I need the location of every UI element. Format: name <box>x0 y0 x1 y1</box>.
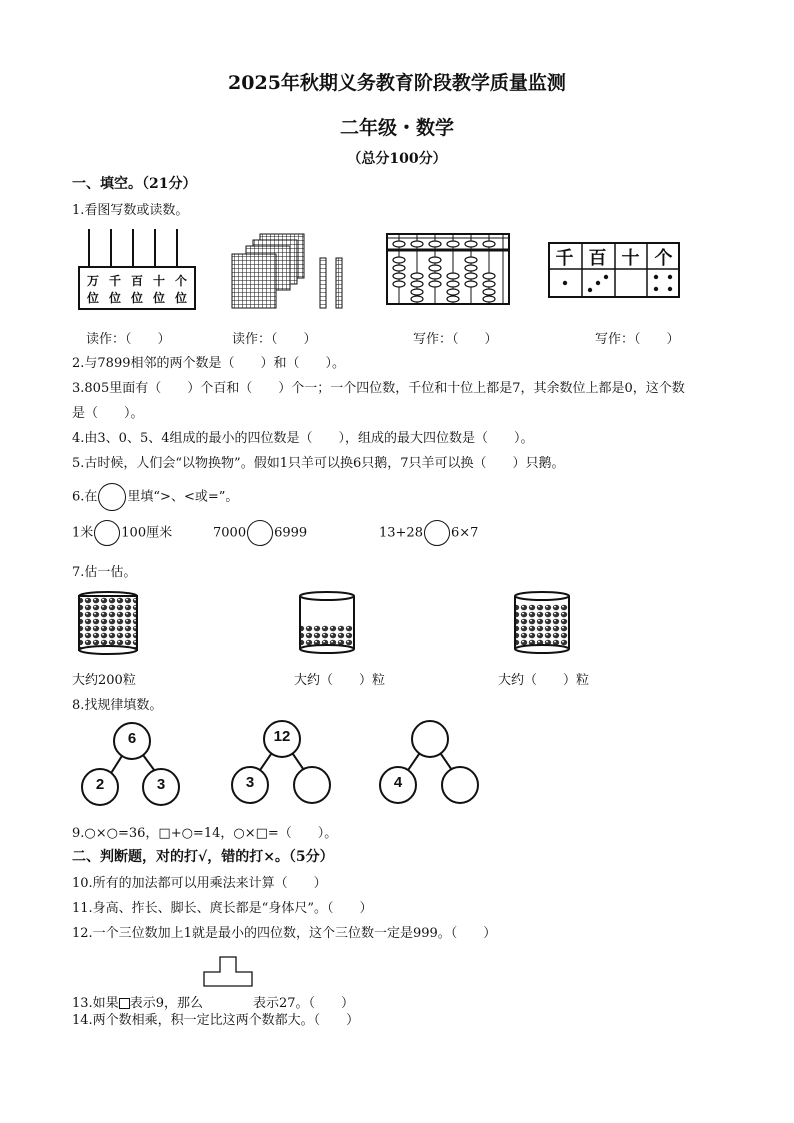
abacus-label: 千 <box>108 274 121 288</box>
tree-top-blank[interactable] <box>412 728 448 750</box>
bead-jar-full-icon <box>76 590 140 656</box>
q1-answer-blank[interactable]: 写作：（ ） <box>413 332 498 347</box>
tree-left-number: 2 <box>95 776 105 793</box>
q6-left: 1米 <box>72 525 94 541</box>
q6-item <box>213 520 307 546</box>
q7-label[interactable]: 大约（ ）粒 <box>294 673 386 688</box>
q6-right: 6×7 <box>450 525 479 541</box>
q6-item <box>379 520 478 546</box>
bead-jar-partial-icon <box>297 590 357 654</box>
abacus-label: 位 <box>174 291 187 305</box>
bead-abacus-figure <box>385 232 511 306</box>
abacus-label: 位 <box>108 291 121 305</box>
section-1-heading: 一、填空。（21分） <box>72 176 197 192</box>
abacus-label: 位 <box>152 291 165 305</box>
compare-circle-input[interactable] <box>247 520 273 546</box>
section-2-heading: 二、判断题，对的打√，错的打×。（5分） <box>72 849 334 865</box>
tree-top-number: 6 <box>127 730 137 747</box>
q1-answer-blank[interactable]: 写作：（ ） <box>595 332 680 347</box>
question-9: 9.○×○=36，□+○=14，○×□=（ ）。 <box>72 826 338 841</box>
abacus-place-value-figure <box>78 225 196 310</box>
abacus-label: 十 <box>152 274 165 288</box>
abacus-label: 万 <box>86 274 99 288</box>
place-label: 百 <box>588 248 607 269</box>
q13-suffix: 表示27。（ ） <box>252 996 355 1011</box>
tree-left-number: 4 <box>393 774 403 791</box>
base-ten-blocks-figure <box>230 232 350 312</box>
total-score: （总分100分） <box>347 151 447 167</box>
number-tree-2 <box>230 718 334 808</box>
question-8: 8.找规律填数。 <box>72 698 163 713</box>
page-subtitle: 二年级・数学 <box>339 117 454 139</box>
number-tree-1 <box>80 720 182 810</box>
t-shape-figure-icon <box>203 979 253 1011</box>
question-3-cont: 是（ ）。 <box>72 406 144 421</box>
q6-right: 6999 <box>274 525 308 541</box>
question-6-prefix: 6.在 <box>72 489 98 505</box>
abacus-label: 位 <box>86 291 99 305</box>
square-icon <box>119 998 130 1009</box>
page-title: 2025年秋期义务教育阶段教学质量监测 <box>228 72 566 94</box>
q1-answer-blank[interactable]: 读作：（ ） <box>232 332 317 347</box>
question-6-suffix: 里填“>、<或=”。 <box>127 489 239 505</box>
q6-left: 7000 <box>213 525 247 541</box>
question-1: 1.看图写数或读数。 <box>72 203 189 218</box>
question-11: 11.身高、拃长、脚长、庹长都是“身体尺”。（ ） <box>72 901 373 916</box>
tree-right-blank[interactable] <box>294 774 330 796</box>
tree-left-number: 3 <box>245 774 255 791</box>
question-6 <box>72 483 238 511</box>
q13-prefix: 13.如果 <box>72 996 119 1011</box>
question-2: 2.与7899相邻的两个数是（ ）和（ ）。 <box>72 356 345 371</box>
place-label: 十 <box>621 248 640 269</box>
question-5: 5.古时候，人们会“以物换物”。假如1只羊可以换6只鹅，7只羊可以换（ ）只鹅。 <box>72 456 565 471</box>
tree-top-number: 12 <box>273 728 291 745</box>
question-3: 3.805里面有（ ）个百和（ ）个一；一个四位数，千位和十位上都是7，其余数位上都是0，这个数 <box>72 381 685 396</box>
question-13 <box>72 979 354 1011</box>
q7-label[interactable]: 大约（ ）粒 <box>498 673 590 688</box>
place-value-table-figure <box>548 242 680 298</box>
question-7: 7.估一估。 <box>72 565 137 580</box>
q6-item <box>72 520 172 546</box>
place-label: 千 <box>555 248 574 269</box>
question-10: 10.所有的加法都可以用乘法来计算（ ） <box>72 876 327 891</box>
abacus-label: 百 <box>130 274 143 288</box>
q7-label: 大约200粒 <box>72 673 136 688</box>
question-4: 4.由3、0、5、4组成的最小的四位数是（ ），组成的最大四位数是（ ）。 <box>72 431 534 446</box>
bead-jar-mostly-full-icon <box>512 590 572 654</box>
question-14: 14.两个数相乘，积一定比这两个数都大。（ ） <box>72 1013 360 1028</box>
tree-right-blank[interactable] <box>442 774 478 796</box>
q1-answer-blank[interactable]: 读作：（ ） <box>86 332 171 347</box>
compare-circle-icon <box>98 483 126 511</box>
number-tree-3 <box>378 718 482 808</box>
compare-circle-input[interactable] <box>424 520 450 546</box>
abacus-label: 个 <box>174 274 187 288</box>
q13-middle: 表示9，那么 <box>129 996 203 1011</box>
abacus-label: 位 <box>130 291 143 305</box>
q6-right: 100厘米 <box>121 525 173 541</box>
place-label: 个 <box>654 248 673 269</box>
q6-left: 13+28 <box>379 525 423 541</box>
tree-right-number: 3 <box>156 776 166 793</box>
question-12: 12.一个三位数加上1就是最小的四位数，这个三位数一定是999。（ ） <box>72 926 497 941</box>
compare-circle-input[interactable] <box>94 520 120 546</box>
